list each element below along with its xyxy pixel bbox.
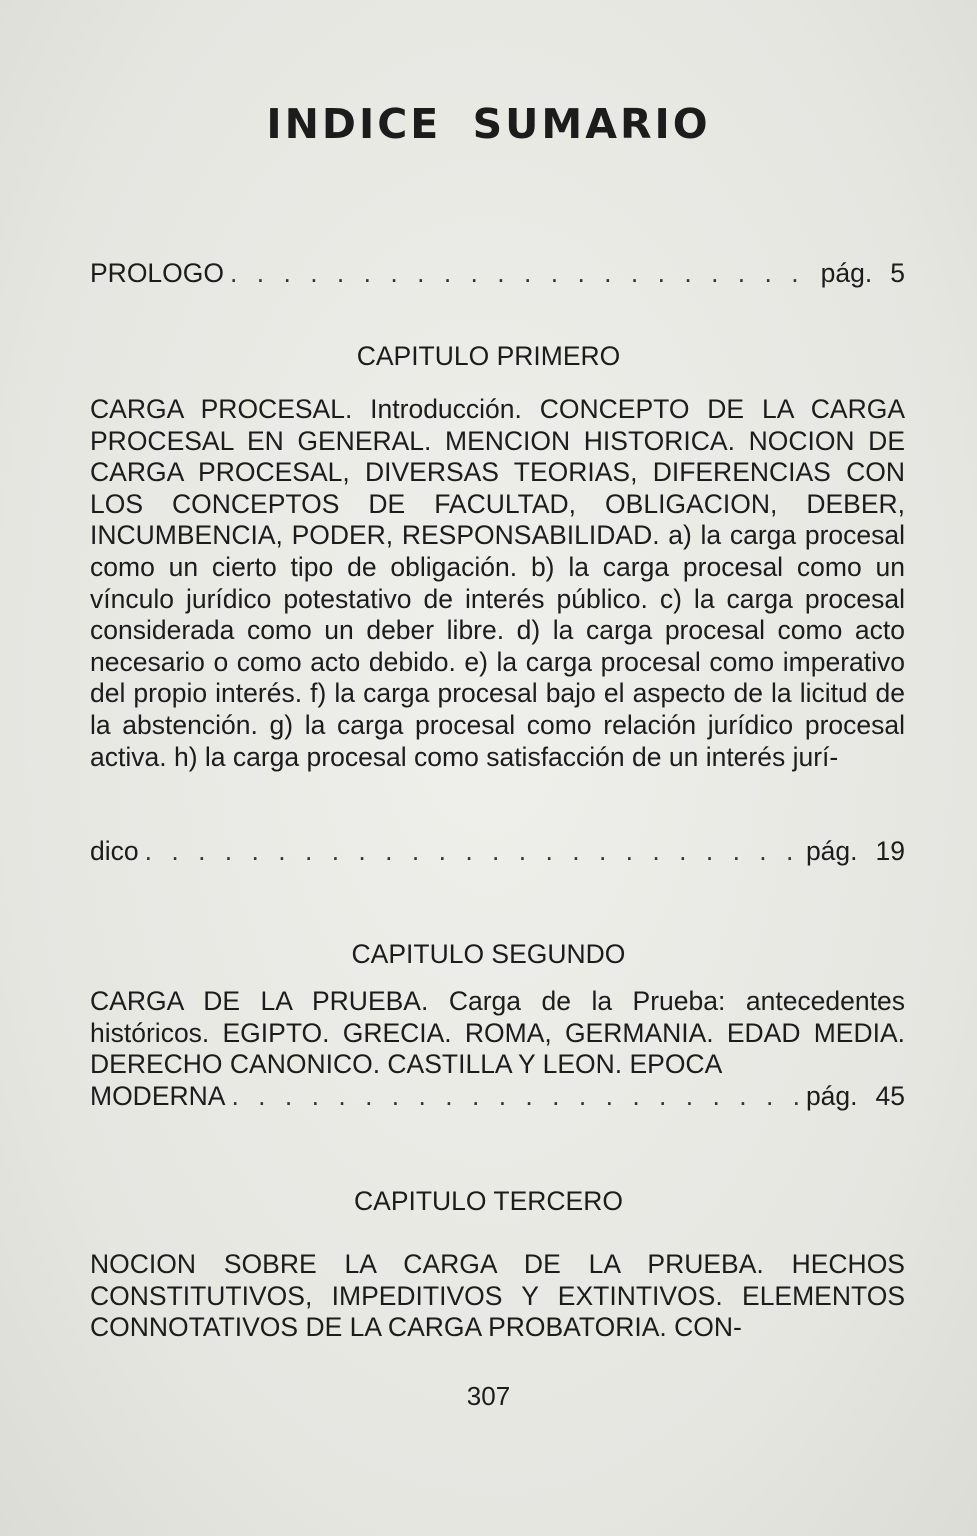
leader-dots [231,1081,799,1113]
chapter-1-page: 19 [875,836,905,866]
page-number: 307 [466,1381,511,1411]
chapter-2-page: 45 [875,1081,905,1111]
chapter-3-summary [90,1249,905,1344]
chapter-2-tail: MODERNA [90,1081,226,1111]
chapter-1-entry [90,836,905,868]
leader-dots [230,258,815,290]
prologo-page-label: pág. [820,258,873,288]
chapter-2-heading: CAPITULO SEGUNDO [351,939,626,969]
chapter-1-page-label: pág. [805,836,858,866]
chapter-2-entry [90,1081,905,1113]
chapter-1-summary [90,394,905,773]
index-title: INDICE SUMARIO [266,100,711,148]
chapter-3-heading: CAPITULO TERCERO [354,1186,623,1216]
leader-dots [145,836,800,868]
chapter-3-text: NOCION SOBRE LA CARGA DE LA PRUEBA. HECHOS CONSTITUTIVOS, IMPEDITIVOS Y EXTINTIVOS. ELEMENTOS CONNOTATIVOS DE LA CARGA PROBATORIA. CON- [90,1249,905,1343]
chapter-2-text: CARGA DE LA PRUEBA. Carga de la Prueba: antecedentes históricos. EGIPTO. GRECIA. ROMA, GERMANIA. EDAD MEDIA. DERECHO CANONICO. CASTILLA Y LEON. EPOCA [90,986,905,1080]
chapter-1-heading: CAPITULO PRIMERO [356,341,621,371]
prologo-entry [90,258,905,290]
chapter-1-tail: dico [90,836,139,866]
chapter-2-page-label: pág. [805,1081,858,1111]
chapter-2-summary [90,986,905,1081]
prologo-page: 5 [890,258,905,288]
prologo-label: PROLOGO [90,258,225,288]
chapter-1-text: CARGA PROCESAL. Introducción. CONCEPTO DE LA CARGA PROCESAL EN GENERAL. MENCION HISTORICA. NOCION DE CARGA PROCESAL, DIVERSAS TEORIAS, DIFERENCIAS CON LOS CONCEPTOS DE FACULTAD, OBLIGACION, DEBER, INCUMBENCIA, PODER, RESPONSABILIDAD. a) la carga procesal como un cierto tipo de obligación. b) la carga procesal como un vínculo jurídico potestativo de interés público. c) la carga procesal considerada como un deber libre. d) la carga procesal como acto necesario o como acto debido. e) la carga procesal como imperativo del propio interés. f) la carga procesal bajo el aspecto de la licitud de la abstención. g) la carga procesal como relación jurídico procesal activa. h) la carga procesal como satisfacción de un interés jurí- [90,394,905,772]
